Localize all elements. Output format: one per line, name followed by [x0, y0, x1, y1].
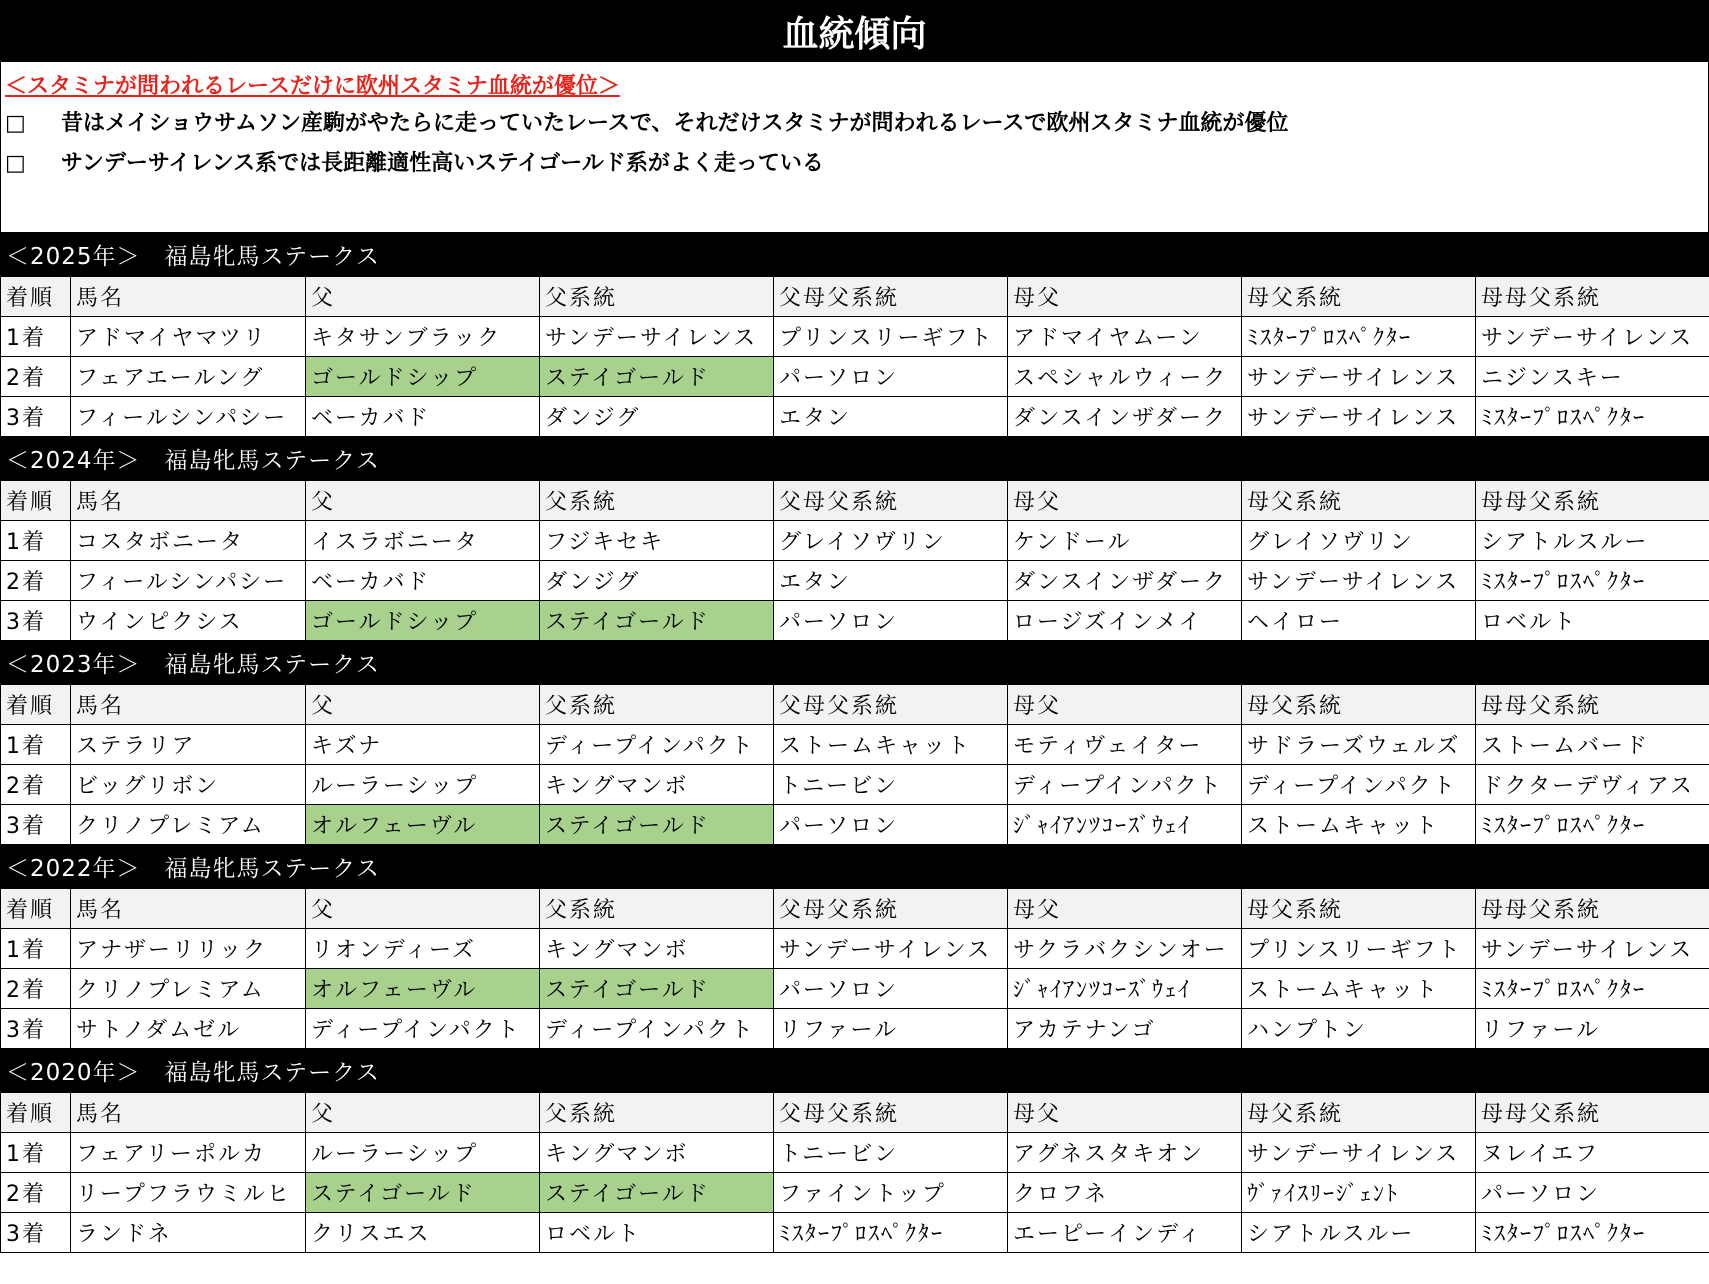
column-header-col-dam-sire-line: 母父系統	[1242, 1093, 1476, 1133]
bullet-text: サンデーサイレンス系では長距離適性高いステイゴールド系がよく走っている	[61, 151, 824, 176]
column-header-col-rank: 着順	[1, 277, 71, 317]
race-header: ＜2022年＞ 福島牝馬ステークス	[1, 845, 1709, 889]
cell-col-dam-sire-line: ｳﾞｧｲｽﾘｰｼﾞｪﾝﾄ	[1242, 1173, 1476, 1213]
cell-col-sire: イスラボニータ	[306, 521, 540, 561]
cell-col-horse-name: ステラリア	[71, 725, 306, 765]
column-header-col-dam-dam-sire-line: 母母父系統	[1476, 889, 1709, 929]
cell-col-rank: 3着	[1, 601, 71, 641]
cell-col-sire-dam-sire-line: ファイントップ	[774, 1173, 1008, 1213]
cell-col-dam-dam-sire-line: ストームバード	[1476, 725, 1709, 765]
column-header-col-sire-line: 父系統	[540, 889, 774, 929]
cell-col-dam-dam-sire-line: ﾐｽﾀｰﾌﾟﾛｽﾍﾟｸﾀｰ	[1476, 805, 1709, 845]
column-header-col-dam-sire: 母父	[1008, 889, 1242, 929]
checkbox-square-icon: □	[5, 111, 26, 136]
cell-col-horse-name: フェアエールング	[71, 357, 306, 397]
table-row	[1, 561, 1709, 601]
cell-col-sire: ルーラーシップ	[306, 1133, 540, 1173]
cell-col-dam-dam-sire-line: ロベルト	[1476, 601, 1709, 641]
column-header-row	[1, 685, 1709, 725]
cell-col-rank: 3着	[1, 1009, 71, 1049]
cell-col-rank: 3着	[1, 805, 71, 845]
cell-col-sire: オルフェーヴル	[306, 969, 540, 1009]
cell-col-dam-sire: アドマイヤムーン	[1008, 317, 1242, 357]
cell-col-sire-dam-sire-line: エタン	[774, 397, 1008, 437]
cell-col-dam-sire-line: ストームキャット	[1242, 805, 1476, 845]
results-table	[0, 232, 1709, 1253]
cell-col-dam-dam-sire-line: ニジンスキー	[1476, 357, 1709, 397]
cell-col-dam-dam-sire-line: ﾐｽﾀｰﾌﾟﾛｽﾍﾟｸﾀｰ	[1476, 969, 1709, 1009]
cell-col-dam-sire-line: グレイソヴリン	[1242, 521, 1476, 561]
cell-col-sire-dam-sire-line: グレイソヴリン	[774, 521, 1008, 561]
cell-col-dam-dam-sire-line: サンデーサイレンス	[1476, 317, 1709, 357]
race-header-row	[1, 437, 1709, 481]
column-header-col-sire-line: 父系統	[540, 685, 774, 725]
race-header: ＜2023年＞ 福島牝馬ステークス	[1, 641, 1709, 685]
column-header-col-sire-dam-sire-line: 父母父系統	[774, 481, 1008, 521]
cell-col-horse-name: ビッグリボン	[71, 765, 306, 805]
cell-col-dam-dam-sire-line: ﾐｽﾀｰﾌﾟﾛｽﾍﾟｸﾀｰ	[1476, 397, 1709, 437]
column-header-col-dam-dam-sire-line: 母母父系統	[1476, 685, 1709, 725]
cell-col-dam-sire-line: サドラーズウェルズ	[1242, 725, 1476, 765]
cell-col-dam-sire: スペシャルウィーク	[1008, 357, 1242, 397]
cell-col-sire-line: ディープインパクト	[540, 725, 774, 765]
cell-col-dam-sire: モティヴェイター	[1008, 725, 1242, 765]
bullet-item	[1, 144, 1708, 184]
column-header-col-sire: 父	[306, 1093, 540, 1133]
race-header-row	[1, 641, 1709, 685]
table-row	[1, 397, 1709, 437]
column-header-col-sire-dam-sire-line: 父母父系統	[774, 889, 1008, 929]
cell-col-dam-dam-sire-line: サンデーサイレンス	[1476, 929, 1709, 969]
cell-col-dam-sire-line: サンデーサイレンス	[1242, 357, 1476, 397]
cell-col-sire: オルフェーヴル	[306, 805, 540, 845]
cell-col-sire-dam-sire-line: ストームキャット	[774, 725, 1008, 765]
cell-col-rank: 2着	[1, 357, 71, 397]
cell-col-dam-dam-sire-line: ヌレイエフ	[1476, 1133, 1709, 1173]
bullet-item	[1, 104, 1708, 144]
cell-col-sire: キズナ	[306, 725, 540, 765]
cell-col-sire-dam-sire-line: エタン	[774, 561, 1008, 601]
cell-col-sire: ゴールドシップ	[306, 601, 540, 641]
table-row	[1, 805, 1709, 845]
column-header-col-dam-sire: 母父	[1008, 277, 1242, 317]
column-header-col-sire: 父	[306, 889, 540, 929]
cell-col-dam-dam-sire-line: ﾐｽﾀｰﾌﾟﾛｽﾍﾟｸﾀｰ	[1476, 1213, 1709, 1253]
cell-col-sire-line: ステイゴールド	[540, 969, 774, 1009]
cell-col-dam-dam-sire-line: ドクターデヴィアス	[1476, 765, 1709, 805]
cell-col-horse-name: クリノプレミアム	[71, 805, 306, 845]
cell-col-horse-name: コスタボニータ	[71, 521, 306, 561]
column-header-row	[1, 481, 1709, 521]
cell-col-sire-line: ディープインパクト	[540, 1009, 774, 1049]
table-row	[1, 929, 1709, 969]
cell-col-dam-sire: クロフネ	[1008, 1173, 1242, 1213]
cell-col-sire-line: ダンジグ	[540, 561, 774, 601]
cell-col-dam-sire: アグネスタキオン	[1008, 1133, 1242, 1173]
cell-col-sire-line: キングマンボ	[540, 765, 774, 805]
cell-col-rank: 1着	[1, 317, 71, 357]
cell-col-sire-line: キングマンボ	[540, 929, 774, 969]
table-row	[1, 317, 1709, 357]
cell-col-sire-dam-sire-line: トニービン	[774, 1133, 1008, 1173]
bullet-text: 昔はメイショウサムソン産駒がやたらに走っていたレースで、それだけスタミナが問われるレースで欧州スタミナ血統が優位	[61, 111, 1289, 136]
cell-col-sire-dam-sire-line: サンデーサイレンス	[774, 929, 1008, 969]
column-header-col-rank: 着順	[1, 685, 71, 725]
column-header-col-rank: 着順	[1, 481, 71, 521]
page-title: 血統傾向	[0, 0, 1709, 62]
column-header-col-dam-sire: 母父	[1008, 685, 1242, 725]
cell-col-horse-name: フィールシンパシー	[71, 561, 306, 601]
cell-col-sire-line: キングマンボ	[540, 1133, 774, 1173]
cell-col-rank: 2着	[1, 969, 71, 1009]
cell-col-dam-sire-line: ハンプトン	[1242, 1009, 1476, 1049]
cell-col-sire-dam-sire-line: パーソロン	[774, 805, 1008, 845]
cell-col-rank: 2着	[1, 1173, 71, 1213]
cell-col-sire-dam-sire-line: ﾐｽﾀｰﾌﾟﾛｽﾍﾟｸﾀｰ	[774, 1213, 1008, 1253]
headline: ＜スタミナが問われるレースだけに欧州スタミナ血統が優位＞	[5, 74, 620, 99]
column-header-col-dam-sire: 母父	[1008, 1093, 1242, 1133]
column-header-col-rank: 着順	[1, 1093, 71, 1133]
cell-col-horse-name: フェアリーポルカ	[71, 1133, 306, 1173]
cell-col-sire: ディープインパクト	[306, 1009, 540, 1049]
cell-col-sire: ゴールドシップ	[306, 357, 540, 397]
cell-col-sire-line: ステイゴールド	[540, 357, 774, 397]
column-header-col-dam-sire-line: 母父系統	[1242, 685, 1476, 725]
table-row	[1, 357, 1709, 397]
column-header-col-sire: 父	[306, 481, 540, 521]
table-row	[1, 765, 1709, 805]
table-row	[1, 969, 1709, 1009]
cell-col-dam-sire: ｼﾞｬｲｱﾝﾂｺｰｽﾞｳｪｲ	[1008, 969, 1242, 1009]
column-header-col-dam-sire-line: 母父系統	[1242, 481, 1476, 521]
cell-col-rank: 3着	[1, 397, 71, 437]
cell-col-rank: 2着	[1, 765, 71, 805]
column-header-col-dam-dam-sire-line: 母母父系統	[1476, 481, 1709, 521]
cell-col-sire-dam-sire-line: リファール	[774, 1009, 1008, 1049]
cell-col-sire-line: ダンジグ	[540, 397, 774, 437]
cell-col-dam-sire: サクラバクシンオー	[1008, 929, 1242, 969]
column-header-row	[1, 1093, 1709, 1133]
cell-col-rank: 1着	[1, 521, 71, 561]
column-header-col-sire: 父	[306, 685, 540, 725]
cell-col-dam-sire-line: プリンスリーギフト	[1242, 929, 1476, 969]
table-row	[1, 521, 1709, 561]
cell-col-dam-sire-line: ヘイロー	[1242, 601, 1476, 641]
table-row	[1, 1213, 1709, 1253]
cell-col-dam-sire-line: ディープインパクト	[1242, 765, 1476, 805]
cell-col-dam-sire-line: サンデーサイレンス	[1242, 561, 1476, 601]
cell-col-horse-name: ウインピクシス	[71, 601, 306, 641]
cell-col-dam-sire: エーピーインディ	[1008, 1213, 1242, 1253]
cell-col-sire-line: ステイゴールド	[540, 805, 774, 845]
column-header-col-sire-dam-sire-line: 父母父系統	[774, 277, 1008, 317]
cell-col-sire: ステイゴールド	[306, 1173, 540, 1213]
cell-col-sire-line: ロベルト	[540, 1213, 774, 1253]
cell-col-horse-name: アナザーリリック	[71, 929, 306, 969]
column-header-col-sire-line: 父系統	[540, 481, 774, 521]
column-header-col-sire-dam-sire-line: 父母父系統	[774, 685, 1008, 725]
column-header-col-horse-name: 馬名	[71, 889, 306, 929]
cell-col-rank: 3着	[1, 1213, 71, 1253]
cell-col-dam-sire-line: サンデーサイレンス	[1242, 397, 1476, 437]
table-row	[1, 1133, 1709, 1173]
cell-col-sire-dam-sire-line: パーソロン	[774, 357, 1008, 397]
column-header-col-dam-sire-line: 母父系統	[1242, 889, 1476, 929]
column-header-col-dam-dam-sire-line: 母母父系統	[1476, 277, 1709, 317]
cell-col-sire-dam-sire-line: パーソロン	[774, 601, 1008, 641]
cell-col-sire-dam-sire-line: トニービン	[774, 765, 1008, 805]
column-header-col-rank: 着順	[1, 889, 71, 929]
cell-col-dam-sire: ロージズインメイ	[1008, 601, 1242, 641]
cell-col-sire-dam-sire-line: プリンスリーギフト	[774, 317, 1008, 357]
table-row	[1, 725, 1709, 765]
cell-col-horse-name: クリノプレミアム	[71, 969, 306, 1009]
column-header-col-sire-dam-sire-line: 父母父系統	[774, 1093, 1008, 1133]
column-header-row	[1, 277, 1709, 317]
cell-col-dam-sire-line: シアトルスルー	[1242, 1213, 1476, 1253]
cell-col-rank: 1着	[1, 1133, 71, 1173]
column-header-col-horse-name: 馬名	[71, 481, 306, 521]
cell-col-dam-sire-line: ストームキャット	[1242, 969, 1476, 1009]
cell-col-sire: ベーカバド	[306, 397, 540, 437]
cell-col-horse-name: ランドネ	[71, 1213, 306, 1253]
cell-col-dam-sire: ダンスインザダーク	[1008, 397, 1242, 437]
cell-col-dam-dam-sire-line: リファール	[1476, 1009, 1709, 1049]
cell-col-horse-name: サトノダムゼル	[71, 1009, 306, 1049]
cell-col-dam-sire: ケンドール	[1008, 521, 1242, 561]
cell-col-sire-dam-sire-line: パーソロン	[774, 969, 1008, 1009]
race-header: ＜2025年＞ 福島牝馬ステークス	[1, 233, 1709, 277]
column-header-col-horse-name: 馬名	[71, 277, 306, 317]
cell-col-dam-dam-sire-line: シアトルスルー	[1476, 521, 1709, 561]
cell-col-dam-sire-line: サンデーサイレンス	[1242, 1133, 1476, 1173]
cell-col-sire: リオンディーズ	[306, 929, 540, 969]
cell-col-dam-dam-sire-line: ﾐｽﾀｰﾌﾟﾛｽﾍﾟｸﾀｰ	[1476, 561, 1709, 601]
table-row	[1, 1009, 1709, 1049]
column-header-col-horse-name: 馬名	[71, 1093, 306, 1133]
cell-col-sire-line: サンデーサイレンス	[540, 317, 774, 357]
table-row	[1, 1173, 1709, 1213]
cell-col-sire: ルーラーシップ	[306, 765, 540, 805]
cell-col-sire: キタサンブラック	[306, 317, 540, 357]
cell-col-dam-sire: アカテナンゴ	[1008, 1009, 1242, 1049]
cell-col-rank: 1着	[1, 929, 71, 969]
race-header-row	[1, 1049, 1709, 1093]
column-header-col-dam-sire-line: 母父系統	[1242, 277, 1476, 317]
cell-col-dam-sire: ディープインパクト	[1008, 765, 1242, 805]
race-header-row	[1, 233, 1709, 277]
cell-col-dam-sire-line: ﾐｽﾀｰﾌﾟﾛｽﾍﾟｸﾀｰ	[1242, 317, 1476, 357]
cell-col-horse-name: フィールシンパシー	[71, 397, 306, 437]
column-header-col-sire-line: 父系統	[540, 1093, 774, 1133]
race-header-row	[1, 845, 1709, 889]
cell-col-dam-sire: ダンスインザダーク	[1008, 561, 1242, 601]
column-header-col-sire: 父	[306, 277, 540, 317]
race-header: ＜2024年＞ 福島牝馬ステークス	[1, 437, 1709, 481]
cell-col-sire: クリスエス	[306, 1213, 540, 1253]
column-header-col-sire-line: 父系統	[540, 277, 774, 317]
race-header: ＜2020年＞ 福島牝馬ステークス	[1, 1049, 1709, 1093]
cell-col-dam-dam-sire-line: パーソロン	[1476, 1173, 1709, 1213]
cell-col-rank: 2着	[1, 561, 71, 601]
checkbox-square-icon: □	[5, 151, 26, 176]
intro-section	[0, 62, 1709, 232]
cell-col-sire-line: ステイゴールド	[540, 601, 774, 641]
column-header-row	[1, 889, 1709, 929]
column-header-col-dam-sire: 母父	[1008, 481, 1242, 521]
column-header-col-horse-name: 馬名	[71, 685, 306, 725]
cell-col-sire: ベーカバド	[306, 561, 540, 601]
cell-col-dam-sire: ｼﾞｬｲｱﾝﾂｺｰｽﾞｳｪｲ	[1008, 805, 1242, 845]
cell-col-sire-line: ステイゴールド	[540, 1173, 774, 1213]
cell-col-sire-line: フジキセキ	[540, 521, 774, 561]
cell-col-horse-name: リープフラウミルヒ	[71, 1173, 306, 1213]
cell-col-rank: 1着	[1, 725, 71, 765]
table-row	[1, 601, 1709, 641]
cell-col-horse-name: アドマイヤマツリ	[71, 317, 306, 357]
column-header-col-dam-dam-sire-line: 母母父系統	[1476, 1093, 1709, 1133]
